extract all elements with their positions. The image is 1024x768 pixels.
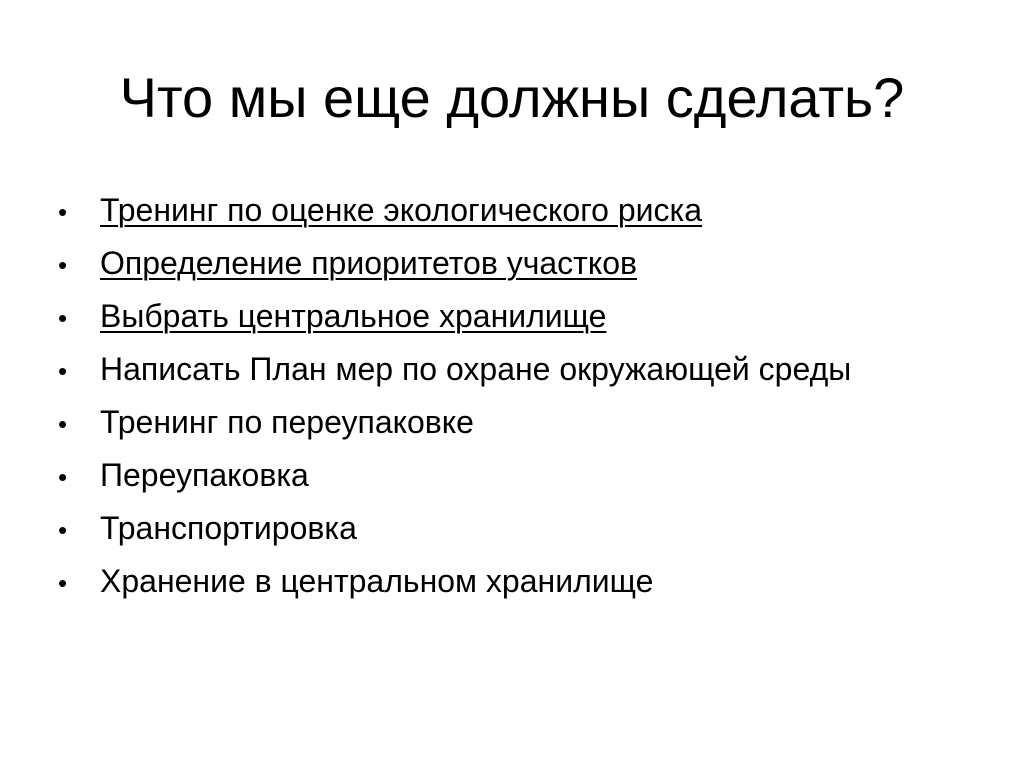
list-item: [58, 396, 851, 449]
list-item-text: Хранение в центральном хранилище: [100, 563, 654, 599]
bullet-list: [58, 184, 851, 608]
list-item-link[interactable]: Выбрать центральное хранилище: [100, 298, 607, 334]
list-item-text: Написать План мер по охране окружающей среды: [100, 351, 852, 387]
bullet-icon: •: [58, 568, 68, 598]
list-item-link[interactable]: Тренинг по оценке экологического риска: [100, 192, 703, 228]
bullet-icon: •: [58, 197, 68, 227]
bullet-icon: •: [58, 515, 68, 545]
list-item-text: Транспортировка: [100, 510, 357, 546]
list-item: [58, 290, 851, 343]
slide-title: Что мы еще должны сделать?: [119, 66, 905, 129]
bullet-icon: •: [58, 462, 68, 492]
list-item: [58, 237, 851, 290]
list-item-text: Переупаковка: [100, 457, 309, 493]
bullet-icon: •: [58, 303, 68, 333]
list-item: [58, 555, 851, 608]
bullet-icon: •: [58, 409, 68, 439]
list-item: [58, 343, 851, 396]
list-item: [58, 184, 851, 237]
list-item-link[interactable]: Определение приоритетов участков: [100, 245, 637, 281]
list-item: [58, 449, 851, 502]
bullet-icon: •: [58, 356, 68, 386]
list-item-text: Тренинг по переупаковке: [100, 404, 474, 440]
list-item: [58, 502, 851, 555]
bullet-icon: •: [58, 250, 68, 280]
